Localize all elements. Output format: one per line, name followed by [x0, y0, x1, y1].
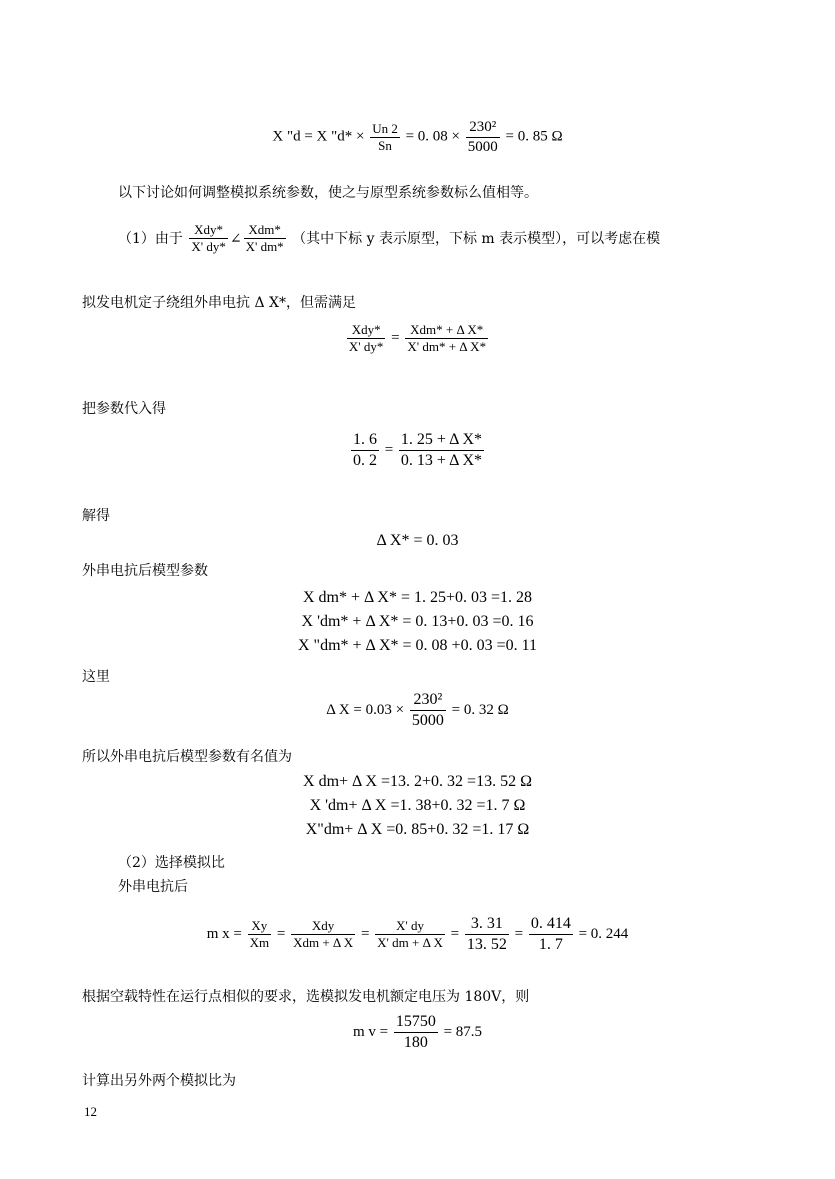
equation-mv: m v = $\frac{15750}{180}$ = 87.5 — [352, 1013, 483, 1051]
paragraph-intro: 以下讨论如何调整模拟系统参数，使之与原型系统参数标么值相等。 — [118, 185, 538, 201]
equation-group-model — [0, 586, 835, 658]
equation-line: X 'dm+ Δ X =1. 38+0. 32 =1. 7 Ω — [309, 797, 526, 814]
equation-mx: m x = $\frac{Xy}{Xm}$ = $\frac{\text{Xdy}}{\text{Xdm + Δ X}}$ = $\frac{X' dy}{\text{X' dm + Δ X}}$ = $\frac{3. 31}{13. 52}$ = $\frac{0. 414}{1. 7}$ = 0. 244 — [206, 915, 629, 953]
paragraph-series-reactance: 拟发电机定子绕组外串电抗 Δ X*，但需满足 — [82, 295, 356, 311]
paragraph-substitute: 把参数代入得 — [82, 401, 166, 417]
paragraph-section-2: （2）选择模拟比 — [118, 855, 225, 871]
paragraph-after-series: 外串电抗后 — [118, 879, 188, 895]
equation-line: X 'dm* + Δ X* = 0. 13+0. 03 =0. 16 — [301, 613, 534, 630]
equation-line: X dm+ Δ X =13. 2+0. 32 =13. 52 Ω — [303, 773, 532, 790]
paragraph-other-ratios: 计算出另外两个模拟比为 — [82, 1073, 236, 1089]
equation-ratio-condition: $\frac{\text{Xdy*}}{X' dy*}$ = $\frac{\text{Xdm* + Δ X*}}{\text{X' dm* + Δ X*}}$ — [348, 322, 487, 355]
equation-line: X "dm* + Δ X* = 0. 08 +0. 03 =0. 11 — [298, 637, 537, 654]
equation-delta-x: Δ X* = 0. 03 — [376, 532, 459, 549]
equation-line: X dm* + Δ X* = 1. 25+0. 03 =1. 28 — [302, 589, 533, 606]
equation-line: X"dm+ Δ X =0. 85+0. 32 =1. 17 Ω — [305, 821, 530, 838]
paragraph-voltage: 根据空载特性在运行点相似的要求，选模拟发电机额定电压为 180V，则 — [82, 989, 530, 1005]
equation-substituted: $\frac{1. 6}{0. 2}$ = $\frac{\text{1. 25 + Δ X*}}{\text{0. 13 + Δ X*}}$ — [352, 431, 483, 469]
equation-delta-x-ohm: Δ X = 0.03 × $\frac{\text{230²}}{5000}$ = 0. 32 Ω — [326, 691, 509, 729]
equation-xd-double-prime: X "d = X "d* × $\frac{Un 2}{Sn}$ = 0. 08 × $\frac{\text{230²}}{5000}$ = 0. 85 Ω — [272, 119, 563, 155]
paragraph-model-params: 外串电抗后模型参数 — [82, 563, 208, 579]
paragraph-solve: 解得 — [82, 508, 110, 524]
equation-group-named — [0, 770, 835, 842]
paragraph-named-values: 所以外串电抗后模型参数有名值为 — [82, 749, 292, 765]
paragraph-condition: （1）由于 $\frac{\text{Xdy*}}{X' dy*}$ ∠ $\frac{\text{Xdm*}}{X' dm*}$ （其中下标 y 表示原型，下标 m 表示模型），可以考虑在模 — [118, 222, 661, 255]
page-number: 12 — [84, 1104, 97, 1119]
paragraph-here: 这里 — [82, 669, 110, 685]
